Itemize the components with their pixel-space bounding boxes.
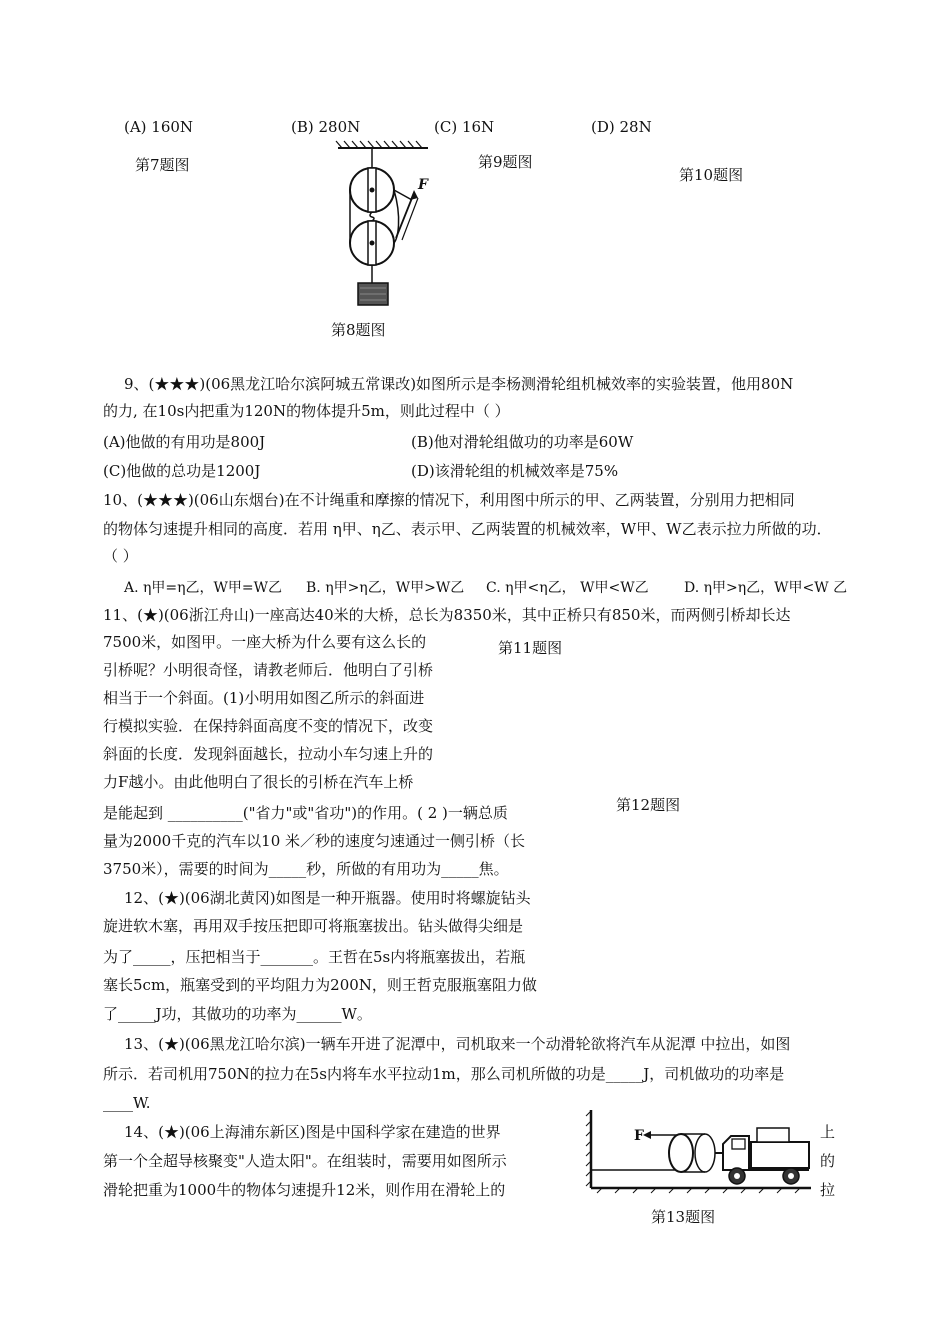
q11-line5: 行模拟实验．在保持斜面高度不变的情况下，改变 (103, 717, 434, 735)
caption-fig9: 第9题图 (478, 153, 533, 171)
q14-line3: 滑轮把重为1000牛的物体匀速提升12米，则作用在滑轮上的 (103, 1181, 506, 1199)
caption-fig7: 第7题图 (135, 156, 190, 174)
q14-tail1: 上 (820, 1123, 836, 1141)
q9-option-d: (D)该滑轮组的机械效率是75% (411, 462, 619, 480)
q10-option-c: C. η甲<η乙， W甲<W乙 (486, 580, 649, 596)
q11-line6: 斜面的长度．发现斜面越长，拉动小车匀速上升的 (103, 745, 434, 763)
q11-line9: 量为2000千克的汽车以10 米／秒的速度匀速通过一侧引桥（长 (103, 832, 526, 850)
caption-fig11: 第11题图 (498, 639, 563, 657)
option-c: (C) 16N (434, 118, 495, 136)
q9-option-a: (A)他做的有用功是800J (103, 433, 266, 451)
q10-line3: （ ） (103, 547, 138, 565)
q11-line1: 11、(★)(06浙江舟山)一座高达40米的大桥，总长为8350米，其中正桥只有850米，而两侧引桥却长达 (103, 606, 791, 624)
q11-line8: 是能起到 __________("省力"或"省功")的作用。( 2 )一辆总质 (103, 804, 508, 822)
q11-line2: 7500米，如图甲。一座大桥为什么要有这么长的 (103, 633, 427, 651)
q12-line1: 12、(★)(06湖北黄冈)如图是一种开瓶器。使用时将螺旋钻头 (124, 889, 531, 907)
option-d: (D) 28N (591, 118, 652, 136)
truck-pulley-figure-13 (585, 1108, 815, 1194)
q12-line2: 旋进软木塞，再用双手按压把即可将瓶塞拔出。钻头做得尖细是 (103, 917, 524, 935)
q9-line1: 9、(★★★)(06黑龙江哈尔滨阿城五常课改)如图所示是李杨测滑轮组机械效率的实验装置，他用80N (124, 375, 794, 393)
caption-fig10: 第10题图 (679, 166, 744, 184)
q12-line5: 了_____J功，其做功的功率为______W。 (103, 1005, 372, 1023)
q9-option-b: (B)他对滑轮组做功的功率是60W (411, 433, 634, 451)
caption-fig12: 第12题图 (616, 796, 681, 814)
q11-line3: 引桥呢？小明很奇怪，请教老师后．他明白了引桥 (103, 661, 434, 679)
fig13-force-label: F (634, 1128, 644, 1144)
q10-line1: 10、(★★★)(06山东烟台)在不计绳重和摩擦的情况下，利用图中所示的甲、乙两装置，分别用力把相同 (103, 491, 795, 509)
q12-line3: 为了_____，压把相当于_______。王哲在5s内将瓶塞拔出，若瓶 (103, 948, 526, 966)
q10-option-b: B. η甲>η乙，W甲>W乙 (306, 580, 465, 596)
q13-line3: ____W. (103, 1094, 151, 1112)
q14-line2: 第一个全超导核聚变"人造太阳"。在组装时，需要用如图所示 (103, 1152, 507, 1170)
q11-line7: 力F越小。由此他明白了很长的引桥在汽车上桥 (103, 773, 414, 791)
caption-fig8: 第8题图 (331, 321, 386, 339)
option-a: (A) 160N (124, 118, 194, 136)
option-b: (B) 280N (291, 118, 361, 136)
pulley-figure-8 (330, 138, 450, 318)
q12-line4: 塞长5cm，瓶塞受到的平均阻力为200N，则王哲克服瓶塞阻力做 (103, 976, 537, 994)
q11-line10: 3750米），需要的时间为_____秒，所做的有用功为_____焦。 (103, 860, 509, 878)
caption-fig13: 第13题图 (651, 1208, 716, 1226)
q14-tail3: 拉 (820, 1181, 836, 1199)
q13-line1: 13、(★)(06黑龙江哈尔滨)一辆车开进了泥潭中，司机取来一个动滑轮欲将汽车从泥潭 中拉出，如图 (124, 1035, 791, 1053)
q11-line4: 相当于一个斜面。(1)小明用如图乙所示的斜面进 (103, 689, 425, 707)
q13-line2: 所示．若司机用750N的拉力在5s内将车水平拉动1m，那么司机所做的功是_____J，司机做功的功率是 (103, 1065, 785, 1083)
q14-tail2: 的 (820, 1152, 836, 1170)
q9-line2: 的力, 在10s内把重为120N的物体提升5m，则此过程中（ ） (103, 402, 510, 420)
q10-option-d: D. η甲>η乙，W甲<W 乙 (684, 580, 848, 596)
q14-line1: 14、(★)(06上海浦东新区)图是中国科学家在建造的世界 (124, 1123, 501, 1141)
q10-line2: 的物体匀速提升相同的高度．若用 η甲、η乙、表示甲、乙两装置的机械效率，W甲、W乙表示拉力所做的功． (103, 520, 832, 538)
fig8-force-label: F (418, 177, 428, 193)
q9-option-c: (C)他做的总功是1200J (103, 462, 261, 480)
q10-option-a: A. η甲=η乙，W甲=W乙 (124, 580, 283, 596)
